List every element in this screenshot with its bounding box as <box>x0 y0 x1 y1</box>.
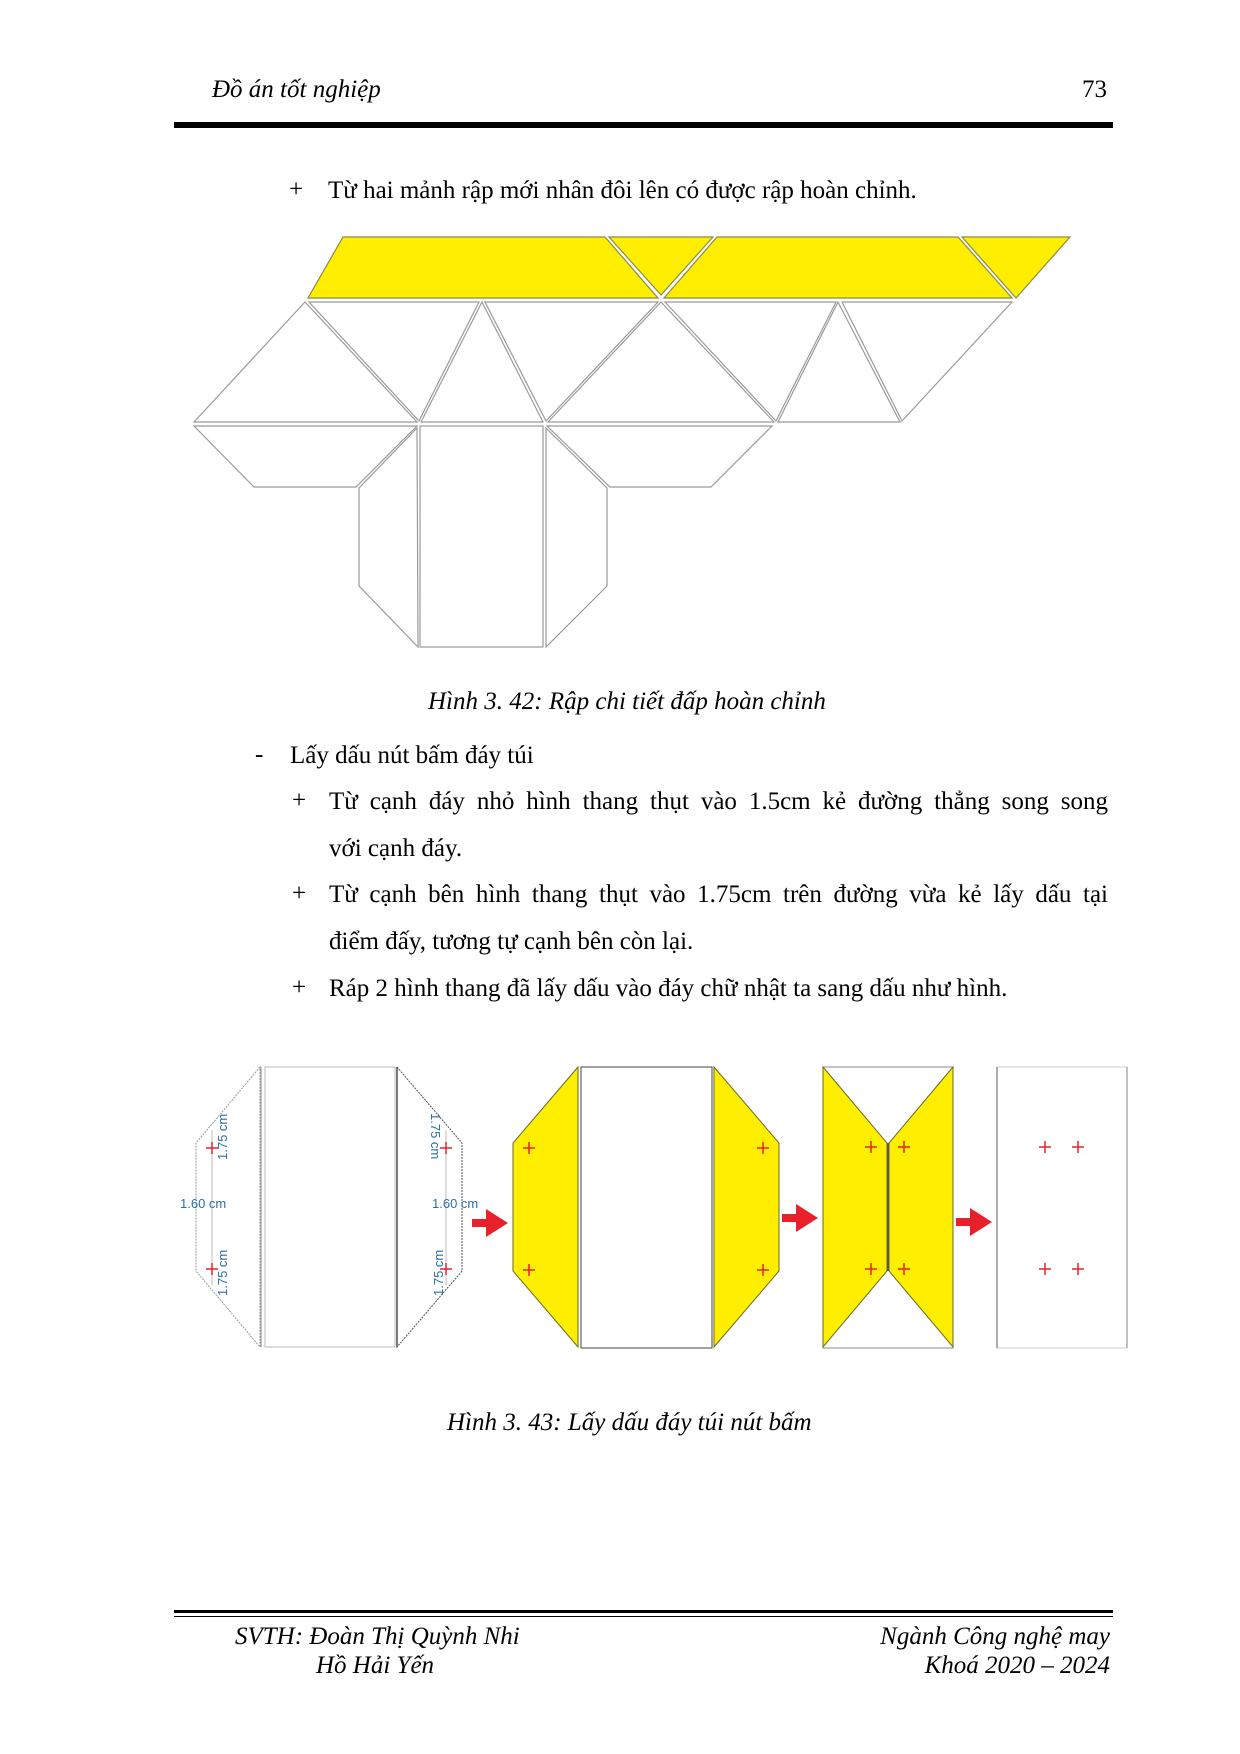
figure-3-43-caption: Hình 3. 43: Lấy dấu đáy túi nút bấm <box>447 1409 812 1436</box>
page-number: 73 <box>1082 76 1107 103</box>
item-3-marker: + <box>292 974 307 1001</box>
arrow-right-icon <box>782 1204 818 1232</box>
arrow-right-icon <box>956 1208 992 1236</box>
item-1-line-2: với cạnh đáy. <box>329 835 463 862</box>
footer-course: Khoá 2020 – 2024 <box>924 1652 1110 1679</box>
step-1-outline <box>180 1067 478 1347</box>
item-2-line-2: điểm đấy, tương tự cạnh bên còn lại. <box>329 928 694 955</box>
item-1-line-1: Từ cạnh đáy nhỏ hình thang thụt vào 1.5cm kẻ đường thẳng song song <box>329 788 1108 815</box>
dim-left-bottom: 1.75 cm <box>215 1249 230 1296</box>
dim-right-bottom: 1.75 cm <box>431 1249 446 1296</box>
footer-student: SVTH: Đoàn Thị Quỳnh Nhi <box>235 1623 520 1650</box>
intro-text: Từ hai mảnh rập mới nhân đôi lên có được rập hoàn chỉnh. <box>328 177 917 204</box>
dim-left-mid: 1.60 cm <box>180 1196 227 1211</box>
footer-major: Ngành Công nghệ may <box>880 1623 1110 1650</box>
item-1-marker: + <box>292 787 307 814</box>
item-2-marker: + <box>292 880 307 907</box>
section-marker: - <box>255 741 264 768</box>
arrow-right-icon <box>472 1209 508 1237</box>
dim-right-top: 1.75 cm <box>428 1113 443 1160</box>
step-4-result <box>997 1067 1127 1348</box>
header-title: Đồ án tốt nghiệp <box>212 76 381 103</box>
footer-student-2: Hồ Hải Yến <box>316 1652 435 1679</box>
item-2-line-1: Từ cạnh bên hình thang thụt vào 1.75cm trên đường vừa kẻ lấy dấu tại <box>329 881 1108 908</box>
footer-divider-thick <box>174 1610 1113 1613</box>
footer-divider-thin <box>174 1616 1113 1617</box>
step-2-assembly <box>513 1067 779 1348</box>
step-3-folded <box>823 1067 953 1348</box>
section-title: Lấy dấu nút bấm đáy túi <box>290 742 534 769</box>
figure-3-42-caption: Hình 3. 42: Rập chi tiết đấp hoàn chỉnh <box>428 688 826 715</box>
dim-left-top: 1.75 cm <box>215 1113 230 1160</box>
bullet-marker: + <box>289 176 304 203</box>
dim-right-mid: 1.60 cm <box>432 1196 479 1211</box>
item-3-line-1: Ráp 2 hình thang đã lấy dấu vào đáy chữ nhật ta sang dấu như hình. <box>329 975 1008 1002</box>
